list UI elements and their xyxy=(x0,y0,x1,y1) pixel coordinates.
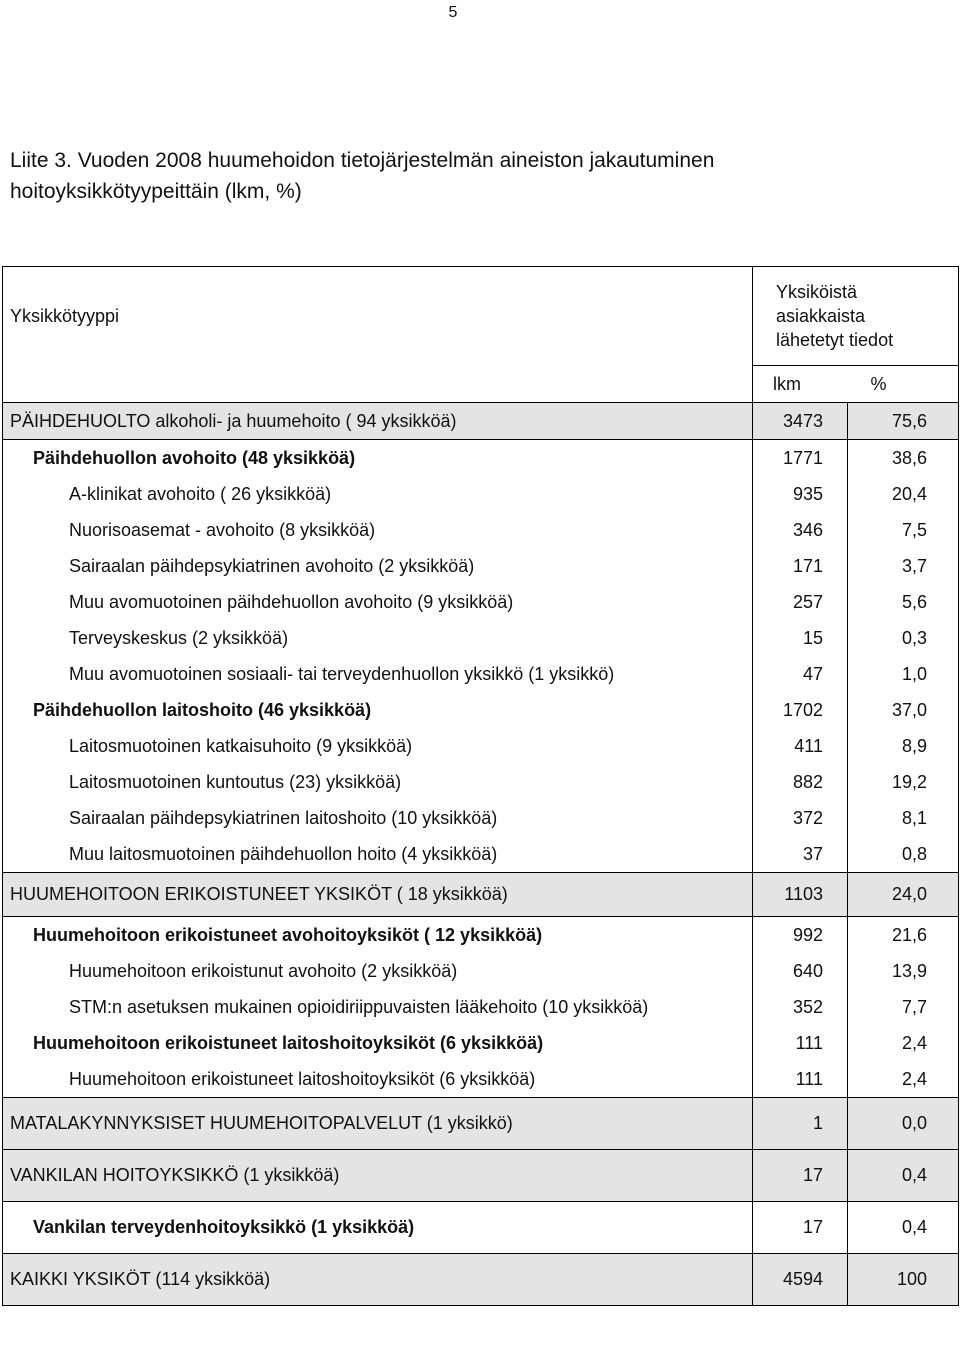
table-row xyxy=(3,1202,959,1254)
table-row xyxy=(3,764,959,800)
table-row xyxy=(3,620,959,656)
row-percent: 7,7 xyxy=(848,989,959,1025)
row-name: MATALAKYNNYKSISET HUUMEHOITOPALVELUT (1 yksikkö) xyxy=(3,1098,753,1150)
row-percent: 0,3 xyxy=(848,620,959,656)
row-percent: 20,4 xyxy=(848,476,959,512)
row-lkm: 37 xyxy=(753,836,848,873)
row-name: Huumehoitoon erikoistuneet laitoshoitoyksiköt (6 yksikköä) xyxy=(3,1061,753,1098)
row-percent: 7,5 xyxy=(848,512,959,548)
row-lkm: 257 xyxy=(753,584,848,620)
row-name: STM:n asetuksen mukainen opioidiriippuvaisten lääkehoito (10 yksikköä) xyxy=(3,989,753,1025)
header-unit-type: Yksikkötyyppi xyxy=(3,267,753,366)
header-sent-data xyxy=(753,267,959,366)
row-percent: 2,4 xyxy=(848,1061,959,1098)
table-row xyxy=(3,989,959,1025)
row-percent: 100 xyxy=(848,1254,959,1306)
table-row xyxy=(3,728,959,764)
row-name: Päihdehuollon avohoito (48 yksikköä) xyxy=(3,440,753,477)
table-row xyxy=(3,953,959,989)
row-name: PÄIHDEHUOLTO alkoholi- ja huumehoito ( 94 yksikköä) xyxy=(3,403,753,440)
row-name: KAIKKI YKSIKÖT (114 yksikköä) xyxy=(3,1254,753,1306)
row-percent: 13,9 xyxy=(848,953,959,989)
row-name: Laitosmuotoinen kuntoutus (23) yksikköä) xyxy=(3,764,753,800)
row-lkm: 992 xyxy=(753,917,848,954)
row-lkm: 17 xyxy=(753,1150,848,1202)
table-row xyxy=(3,512,959,548)
row-percent: 0,8 xyxy=(848,836,959,873)
row-lkm: 3473 xyxy=(753,403,848,440)
row-lkm: 15 xyxy=(753,620,848,656)
row-percent: 2,4 xyxy=(848,1025,959,1061)
row-name: Muu avomuotoinen päihdehuollon avohoito (9 yksikköä) xyxy=(3,584,753,620)
row-percent: 0,4 xyxy=(848,1150,959,1202)
row-lkm: 352 xyxy=(753,989,848,1025)
table-row xyxy=(3,440,959,477)
row-percent: 8,9 xyxy=(848,728,959,764)
row-percent: 19,2 xyxy=(848,764,959,800)
header-percent: % xyxy=(848,366,959,403)
table-row xyxy=(3,917,959,954)
table-row xyxy=(3,873,959,917)
row-name: Sairaalan päihdepsykiatrinen laitoshoito (10 yksikköä) xyxy=(3,800,753,836)
header-sent-data-line-1: Yksiköistä xyxy=(776,282,858,302)
row-lkm: 882 xyxy=(753,764,848,800)
row-lkm: 47 xyxy=(753,656,848,692)
table-row xyxy=(3,548,959,584)
row-name: Terveyskeskus (2 yksikköä) xyxy=(3,620,753,656)
row-percent: 21,6 xyxy=(848,917,959,954)
row-lkm: 171 xyxy=(753,548,848,584)
table-row xyxy=(3,656,959,692)
row-name: Päihdehuollon laitoshoito (46 yksikköä) xyxy=(3,692,753,728)
header-sent-data-line-3: lähetetyt tiedot xyxy=(776,330,894,350)
row-lkm: 17 xyxy=(753,1202,848,1254)
row-lkm: 4594 xyxy=(753,1254,848,1306)
table-row xyxy=(3,1061,959,1098)
row-name: Muu laitosmuotoinen päihdehuollon hoito (4 yksikköä) xyxy=(3,836,753,873)
table-row xyxy=(3,476,959,512)
table-row xyxy=(3,1254,959,1306)
header-lkm: lkm xyxy=(753,366,848,403)
row-lkm: 372 xyxy=(753,800,848,836)
row-percent: 3,7 xyxy=(848,548,959,584)
row-lkm: 111 xyxy=(753,1061,848,1098)
table-header-row xyxy=(3,267,959,366)
table-row xyxy=(3,1025,959,1061)
table-row xyxy=(3,692,959,728)
table-row xyxy=(3,1098,959,1150)
row-lkm: 1702 xyxy=(753,692,848,728)
table-row xyxy=(3,800,959,836)
row-name: A-klinikat avohoito ( 26 yksikköä) xyxy=(3,476,753,512)
row-percent: 38,6 xyxy=(848,440,959,477)
row-name: VANKILAN HOITOYKSIKKÖ (1 yksikköä) xyxy=(3,1150,753,1202)
row-lkm: 111 xyxy=(753,1025,848,1061)
title-line-2: hoitoyksikkötyypeittäin (lkm, %) xyxy=(10,180,302,203)
row-lkm: 640 xyxy=(753,953,848,989)
row-percent: 8,1 xyxy=(848,800,959,836)
unit-type-table xyxy=(2,266,959,1306)
table-row xyxy=(3,1150,959,1202)
row-name: Muu avomuotoinen sosiaali- tai terveydenhuollon yksikkö (1 yksikkö) xyxy=(3,656,753,692)
title-line-1: Liite 3. Vuoden 2008 huumehoidon tietojärjestelmän aineiston jakautuminen xyxy=(10,149,715,172)
row-name: Vankilan terveydenhoitoyksikkö (1 yksikköä) xyxy=(3,1202,753,1254)
row-percent: 37,0 xyxy=(848,692,959,728)
row-percent: 0,0 xyxy=(848,1098,959,1150)
row-name: Huumehoitoon erikoistunut avohoito (2 yksikköä) xyxy=(3,953,753,989)
row-name: Nuorisoasemat - avohoito (8 yksikköä) xyxy=(3,512,753,548)
row-percent: 0,4 xyxy=(848,1202,959,1254)
row-name: Laitosmuotoinen katkaisuhoito (9 yksikköä) xyxy=(3,728,753,764)
row-lkm: 346 xyxy=(753,512,848,548)
row-lkm: 1103 xyxy=(753,873,848,917)
table-row xyxy=(3,836,959,873)
row-name: Huumehoitoon erikoistuneet avohoitoyksiköt ( 12 yksikköä) xyxy=(3,917,753,954)
page-number: 5 xyxy=(448,4,458,21)
row-name: HUUMEHOITOON ERIKOISTUNEET YKSIKÖT ( 18 yksikköä) xyxy=(3,873,753,917)
row-lkm: 1771 xyxy=(753,440,848,477)
document-title xyxy=(10,145,950,207)
row-percent: 1,0 xyxy=(848,656,959,692)
table-subheader-row xyxy=(3,366,959,403)
table-row xyxy=(3,584,959,620)
row-percent: 5,6 xyxy=(848,584,959,620)
table-row xyxy=(3,403,959,440)
row-lkm: 935 xyxy=(753,476,848,512)
header-empty-cell xyxy=(3,366,753,403)
row-percent: 75,6 xyxy=(848,403,959,440)
row-name: Sairaalan päihdepsykiatrinen avohoito (2 yksikköä) xyxy=(3,548,753,584)
row-name: Huumehoitoon erikoistuneet laitoshoitoyksiköt (6 yksikköä) xyxy=(3,1025,753,1061)
row-lkm: 1 xyxy=(753,1098,848,1150)
header-sent-data-line-2: asiakkaista xyxy=(776,306,866,326)
row-lkm: 411 xyxy=(753,728,848,764)
row-percent: 24,0 xyxy=(848,873,959,917)
